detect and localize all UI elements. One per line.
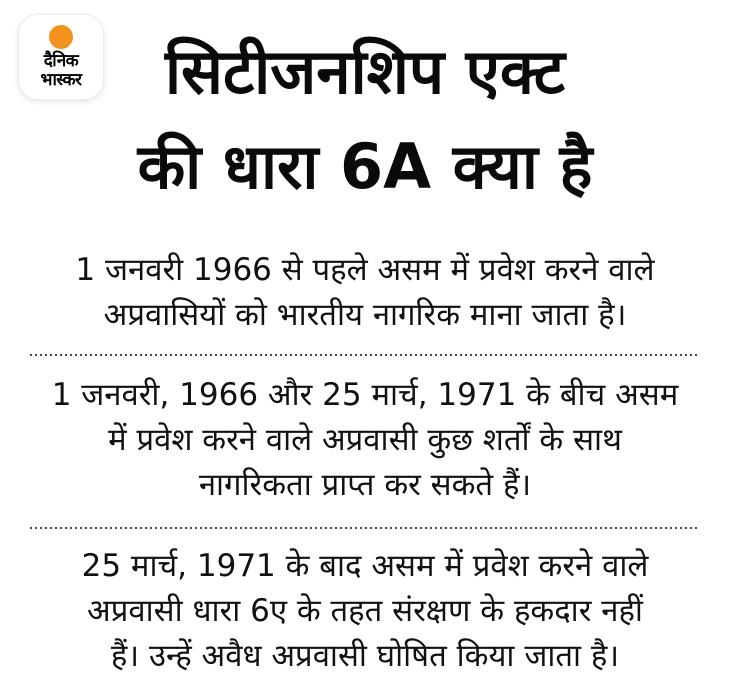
paragraph-line: 1 जनवरी, 1966 और 25 मार्च, 1971 के बीच असम (51, 377, 679, 413)
paragraph-line: 25 मार्च, 1971 के बाद असम में प्रवेश करने वाले (81, 548, 649, 584)
paragraph-after-1971 (0, 544, 730, 679)
title-line1: सिटीजनशिप एक्ट (164, 35, 566, 108)
page-title (0, 0, 730, 214)
paragraph-line: अप्रवासी धारा 6ए के तहत संरक्षण के हकदार नहीं (87, 593, 643, 629)
logo-wordmark (41, 52, 82, 90)
title-line2: की धारा 6A क्या है (137, 130, 593, 203)
paragraph-line: नागरिकता प्राप्त कर सकते हैं। (198, 467, 532, 503)
paragraph-line: हैं। उन्हें अवैध अप्रवासी घोषित किया जाता है। (110, 638, 620, 674)
paragraph-line: में प्रवेश करने वाले अप्रवासी कुछ शर्तों के साथ (108, 422, 622, 458)
logo-text-line2: भास्कर (40, 69, 82, 90)
dotted-divider (30, 354, 700, 356)
dotted-divider (30, 527, 700, 529)
dainik-bhaskar-logo (18, 14, 104, 100)
paragraph-before-1966 (0, 248, 730, 338)
paragraph-line: अप्रवासियों को भारतीय नागरिक माना जाता है। (103, 297, 627, 333)
logo-text-line1: दैनिक (43, 50, 79, 71)
sun-dot-icon (49, 25, 73, 49)
paragraph-line: 1 जनवरी 1966 से पहले असम में प्रवेश करने वाले (75, 252, 655, 288)
paragraph-1966-to-1971 (0, 373, 730, 508)
